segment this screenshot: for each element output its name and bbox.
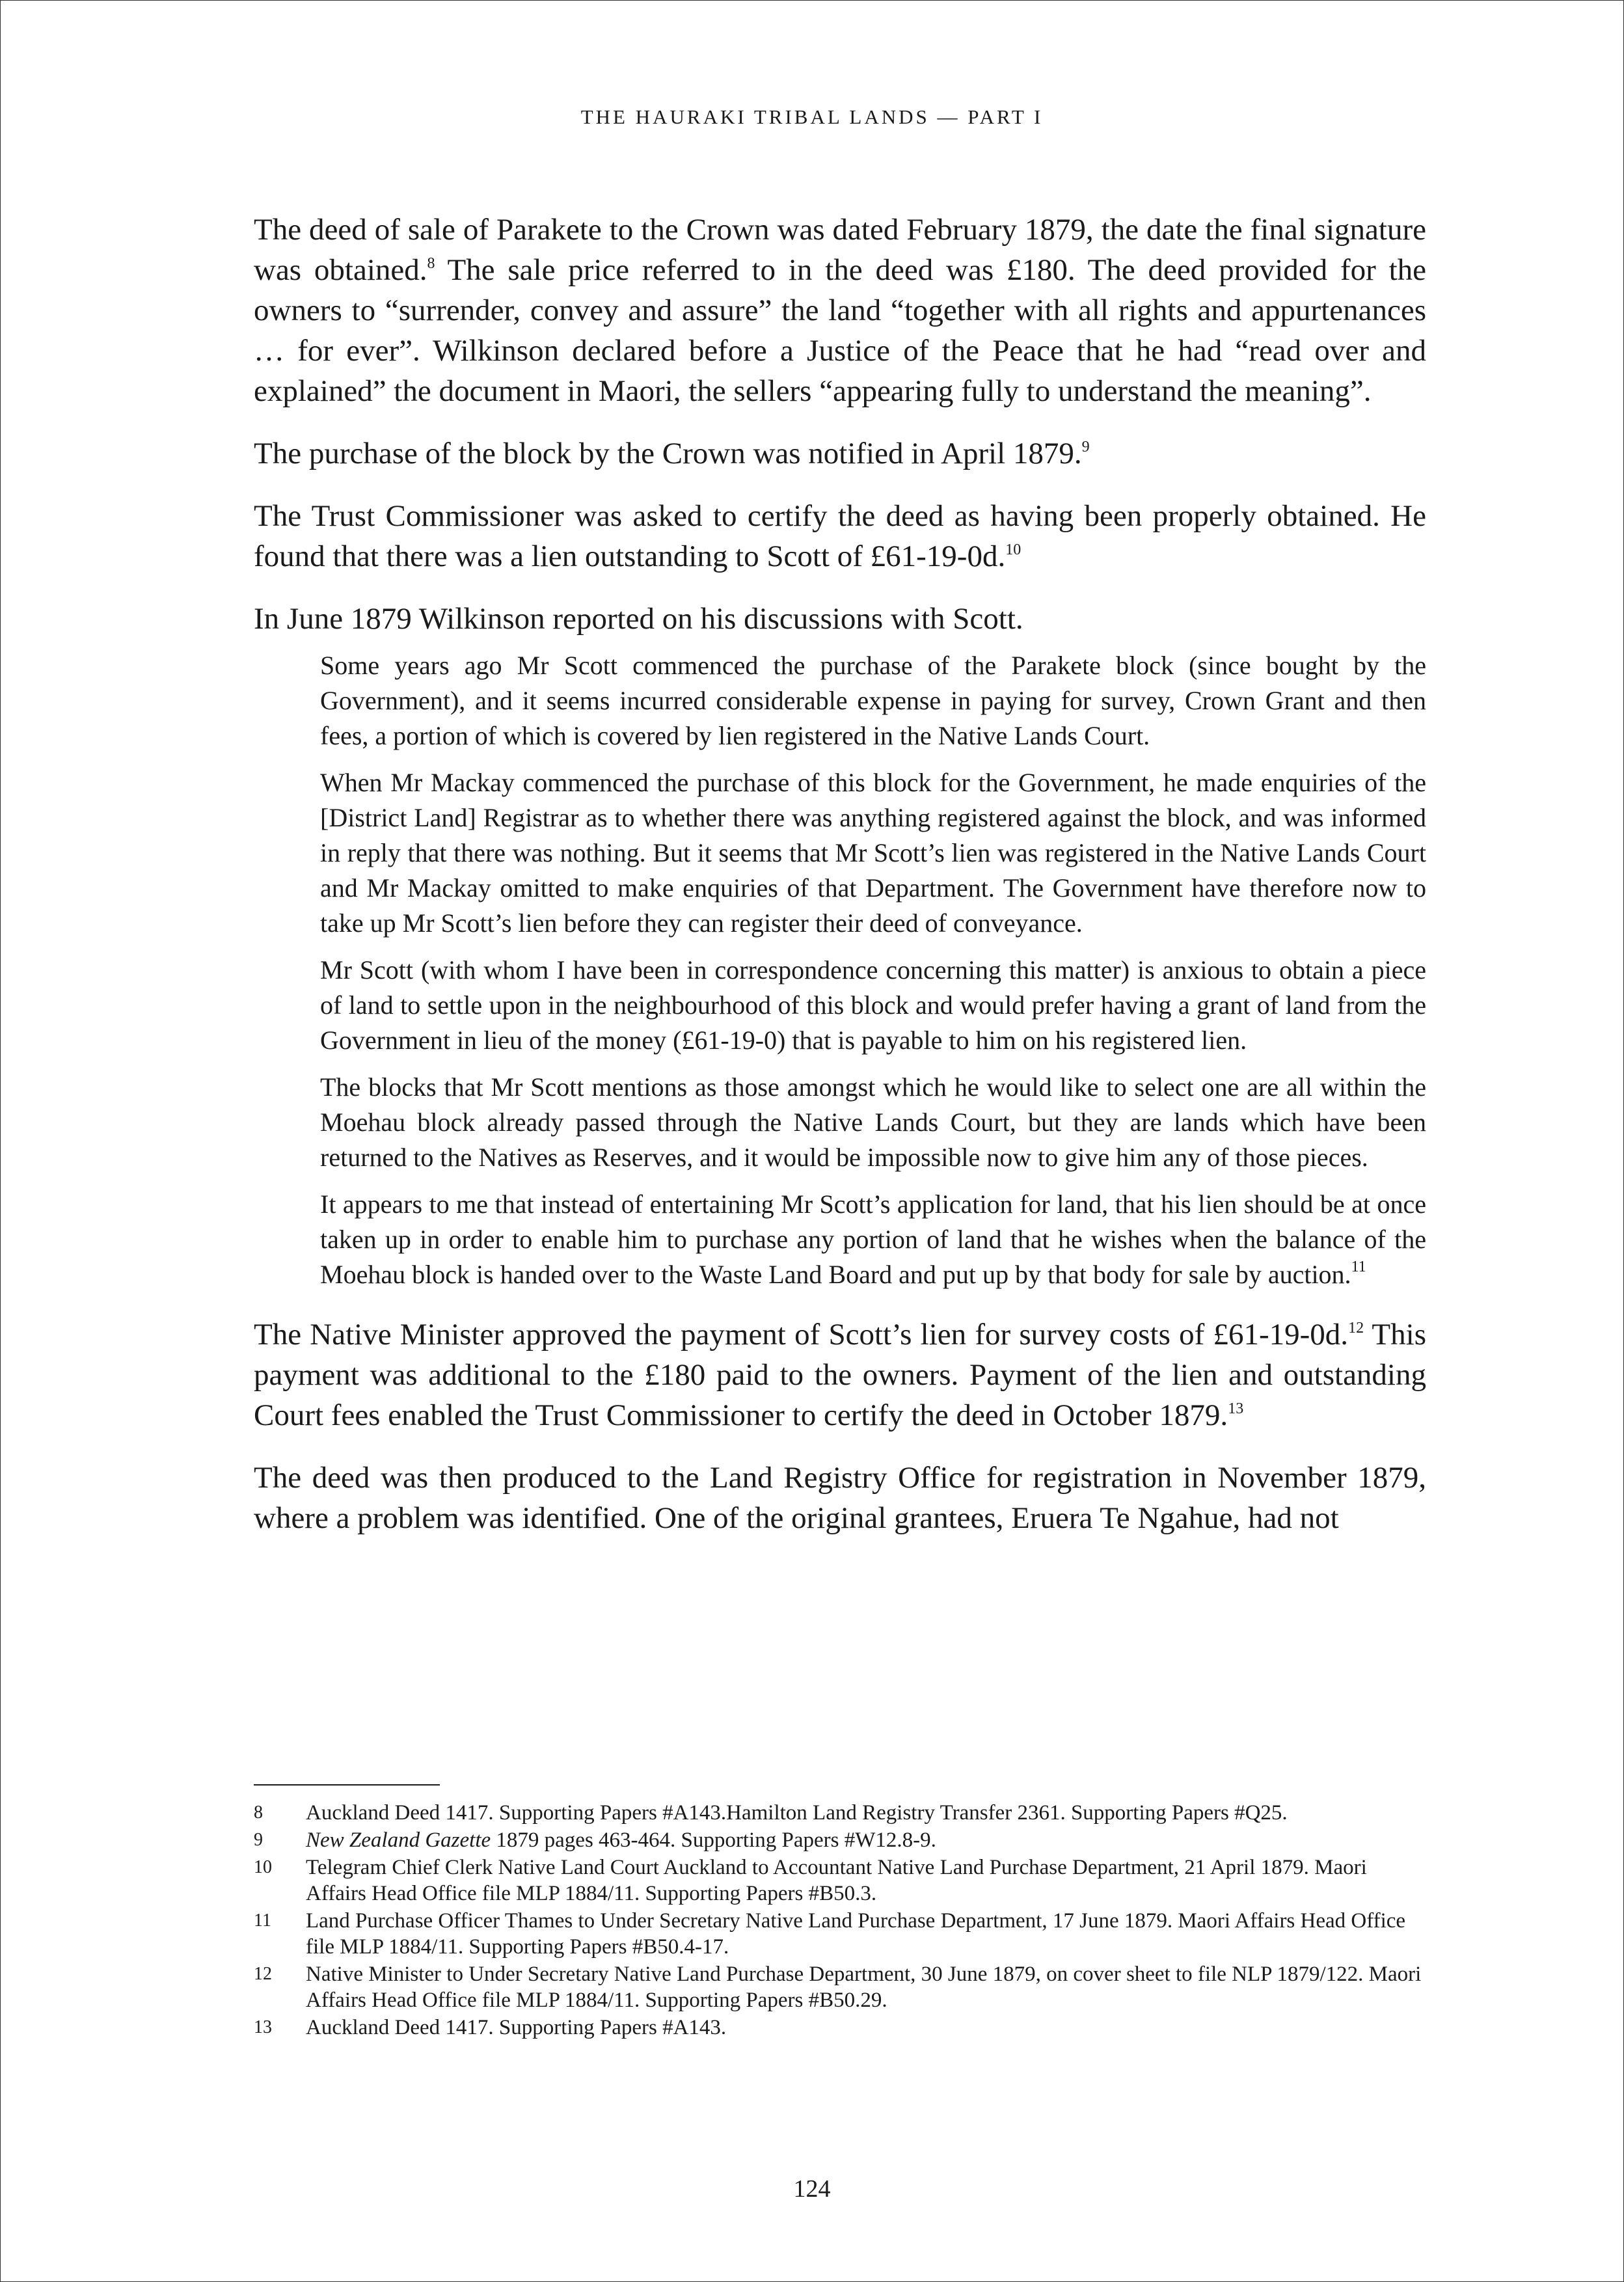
footnote-number: 10 xyxy=(254,1857,272,1877)
footnote-text: Land Purchase Officer Thames to Under Secretary Native Land Purchase Department, 17 June 1879. Maori Affairs Head Office file MLP 1884/11. Supporting Papers #B50.4-17. xyxy=(306,1909,1406,1959)
footnote-ref[interactable]: 13 xyxy=(1228,1400,1244,1417)
footnote-text: Auckland Deed 1417. Supporting Papers #A143.Hamilton Land Registry Transfer 2361. Supporting Papers #Q25. xyxy=(306,1801,1288,1825)
paragraph-text: The purchase of the block by the Crown was notified in April 1879. xyxy=(254,437,1082,470)
paragraph-native-minister xyxy=(254,1314,1426,1435)
footnote-text: Telegram Chief Clerk Native Land Court Auckland to Accountant Native Land Purchase Department, 21 April 1879. Maori Affairs Head Office file MLP 1884/11. Supporting Papers #B50.3. xyxy=(306,1856,1367,1905)
footnote-text: Auckland Deed 1417. Supporting Papers #A143. xyxy=(306,2016,727,2039)
footnote-item xyxy=(254,1827,1426,1853)
footnote-rule xyxy=(254,1784,440,1786)
paragraph-text: The deed of sale of Parakete to the Crown was dated February 1879, the date the final signature was obtained. xyxy=(254,213,1426,287)
footnote-number: 11 xyxy=(254,1910,271,1931)
paragraph-trust-commissioner xyxy=(254,496,1426,577)
quote-paragraph: Some years ago Mr Scott commenced the purchase of the Parakete block (since bought by the Government), and it seems incurred considerable expense in paying for survey, Crown Grant and then fees, a portion of which is covered by lien registered in the Native Lands Court. xyxy=(320,651,1426,750)
page-number: 124 xyxy=(793,2175,831,2203)
footnote-number: 8 xyxy=(254,1802,263,1823)
quote-paragraph: When Mr Mackay commenced the purchase of this block for the Government, he made enquiries of the [District Land] Registrar as to whether there was anything registered against the block, and was informed in reply that there was nothing. But it seems that Mr Scott’s lien was registered in the Native Lands Court and Mr Mackay omitted to make enquiries of that Department. The Government have therefore now to take up Mr Scott’s lien before they can register their deed of conveyance. xyxy=(320,768,1426,938)
paragraph-text: This payment was additional to the £180 paid to the owners. Payment of the lien and outstanding Court fees enabled the Trust Commissioner to certify the deed in October 1879. xyxy=(254,1318,1426,1432)
paragraph-text: The Trust Commissioner was asked to certify the deed as having been properly obtained. He found that there was a lien outstanding to Scott of £61-19-0d. xyxy=(254,499,1426,573)
footnote-ref[interactable]: 11 xyxy=(1351,1258,1366,1275)
body-text xyxy=(254,210,1426,1560)
footnote-text-rest: 1879 pages 463-464. Supporting Papers #W12.8-9. xyxy=(491,1828,936,1852)
paragraph-land-registry: The deed was then produced to the Land Registry Office for registration in November 1879, where a problem was identified. One of the original grantees, Eruera Te Ngahue, had not xyxy=(254,1461,1426,1535)
footnotes xyxy=(254,1800,1426,2042)
footnote-italic-title: New Zealand Gazette xyxy=(306,1828,491,1852)
footnote-number: 12 xyxy=(254,1964,272,1984)
quote-paragraph: The blocks that Mr Scott mentions as those amongst which he would like to select one are all within the Moehau block already passed through the Native Lands Court, but they are lands which have been returned to the Natives as Reserves, and it would be impossible now to give him any of those pieces. xyxy=(320,1072,1426,1172)
footnote-item xyxy=(254,1854,1426,1907)
quote-text: It appears to me that instead of entertaining Mr Scott’s application for land, that his lien should be at once taken up in order to enable him to purchase any portion of land that he wishes when the balance of the Moehau block is handed over to the Waste Land Board and put up by that body for sale by auction. xyxy=(320,1189,1426,1289)
footnote-number: 9 xyxy=(254,1830,263,1850)
footnote-item xyxy=(254,2015,1426,2041)
footnote-item xyxy=(254,1961,1426,2013)
footnote-item xyxy=(254,1908,1426,1960)
footnote-ref[interactable]: 9 xyxy=(1081,439,1090,455)
quote-paragraph: Mr Scott (with whom I have been in correspondence concerning this matter) is anxious to obtain a piece of land to settle upon in the neighbourhood of this block and would prefer having a grant of land from the Government in lieu of the money (£61-19-0) that is payable to him on his registered lien. xyxy=(320,955,1426,1055)
block-quote xyxy=(320,648,1426,1292)
footnote-ref[interactable]: 8 xyxy=(427,255,435,272)
paragraph-text: The Native Minister approved the payment of Scott’s lien for survey costs of £61-19-0d. xyxy=(254,1318,1349,1352)
footnote-text xyxy=(306,1827,1426,1853)
quote-paragraph xyxy=(320,1187,1426,1292)
footnote-ref[interactable]: 12 xyxy=(1348,1320,1364,1337)
footnote-item xyxy=(254,1800,1426,1826)
paragraph-wilkinson-report: In June 1879 Wilkinson reported on his discussions with Scott. xyxy=(254,602,1023,636)
footnote-text: Native Minister to Under Secretary Native Land Purchase Department, 30 June 1879, on cover sheet to file NLP 1879/122. Maori Affairs Head Office file MLP 1884/11. Supporting Papers #B50.29. xyxy=(306,1963,1422,2012)
footnote-number: 13 xyxy=(254,2017,272,2037)
footnote-ref[interactable]: 10 xyxy=(1005,541,1022,558)
paragraph-purchase-notified xyxy=(254,433,1426,474)
paragraph-text: The sale price referred to in the deed was £180. The deed provided for the owners to “surrender, convey and assure” the land “together with all rights and appurtenances … for ever”. Wilkinson declared before a Justice of the Peace that he had “read over and explained” the document in Maori, the sellers “appearing fully to understand the meaning”. xyxy=(254,253,1426,408)
running-head: THE HAURAKI TRIBAL LANDS — PART I xyxy=(580,105,1044,128)
paragraph-deed-of-sale xyxy=(254,210,1426,411)
